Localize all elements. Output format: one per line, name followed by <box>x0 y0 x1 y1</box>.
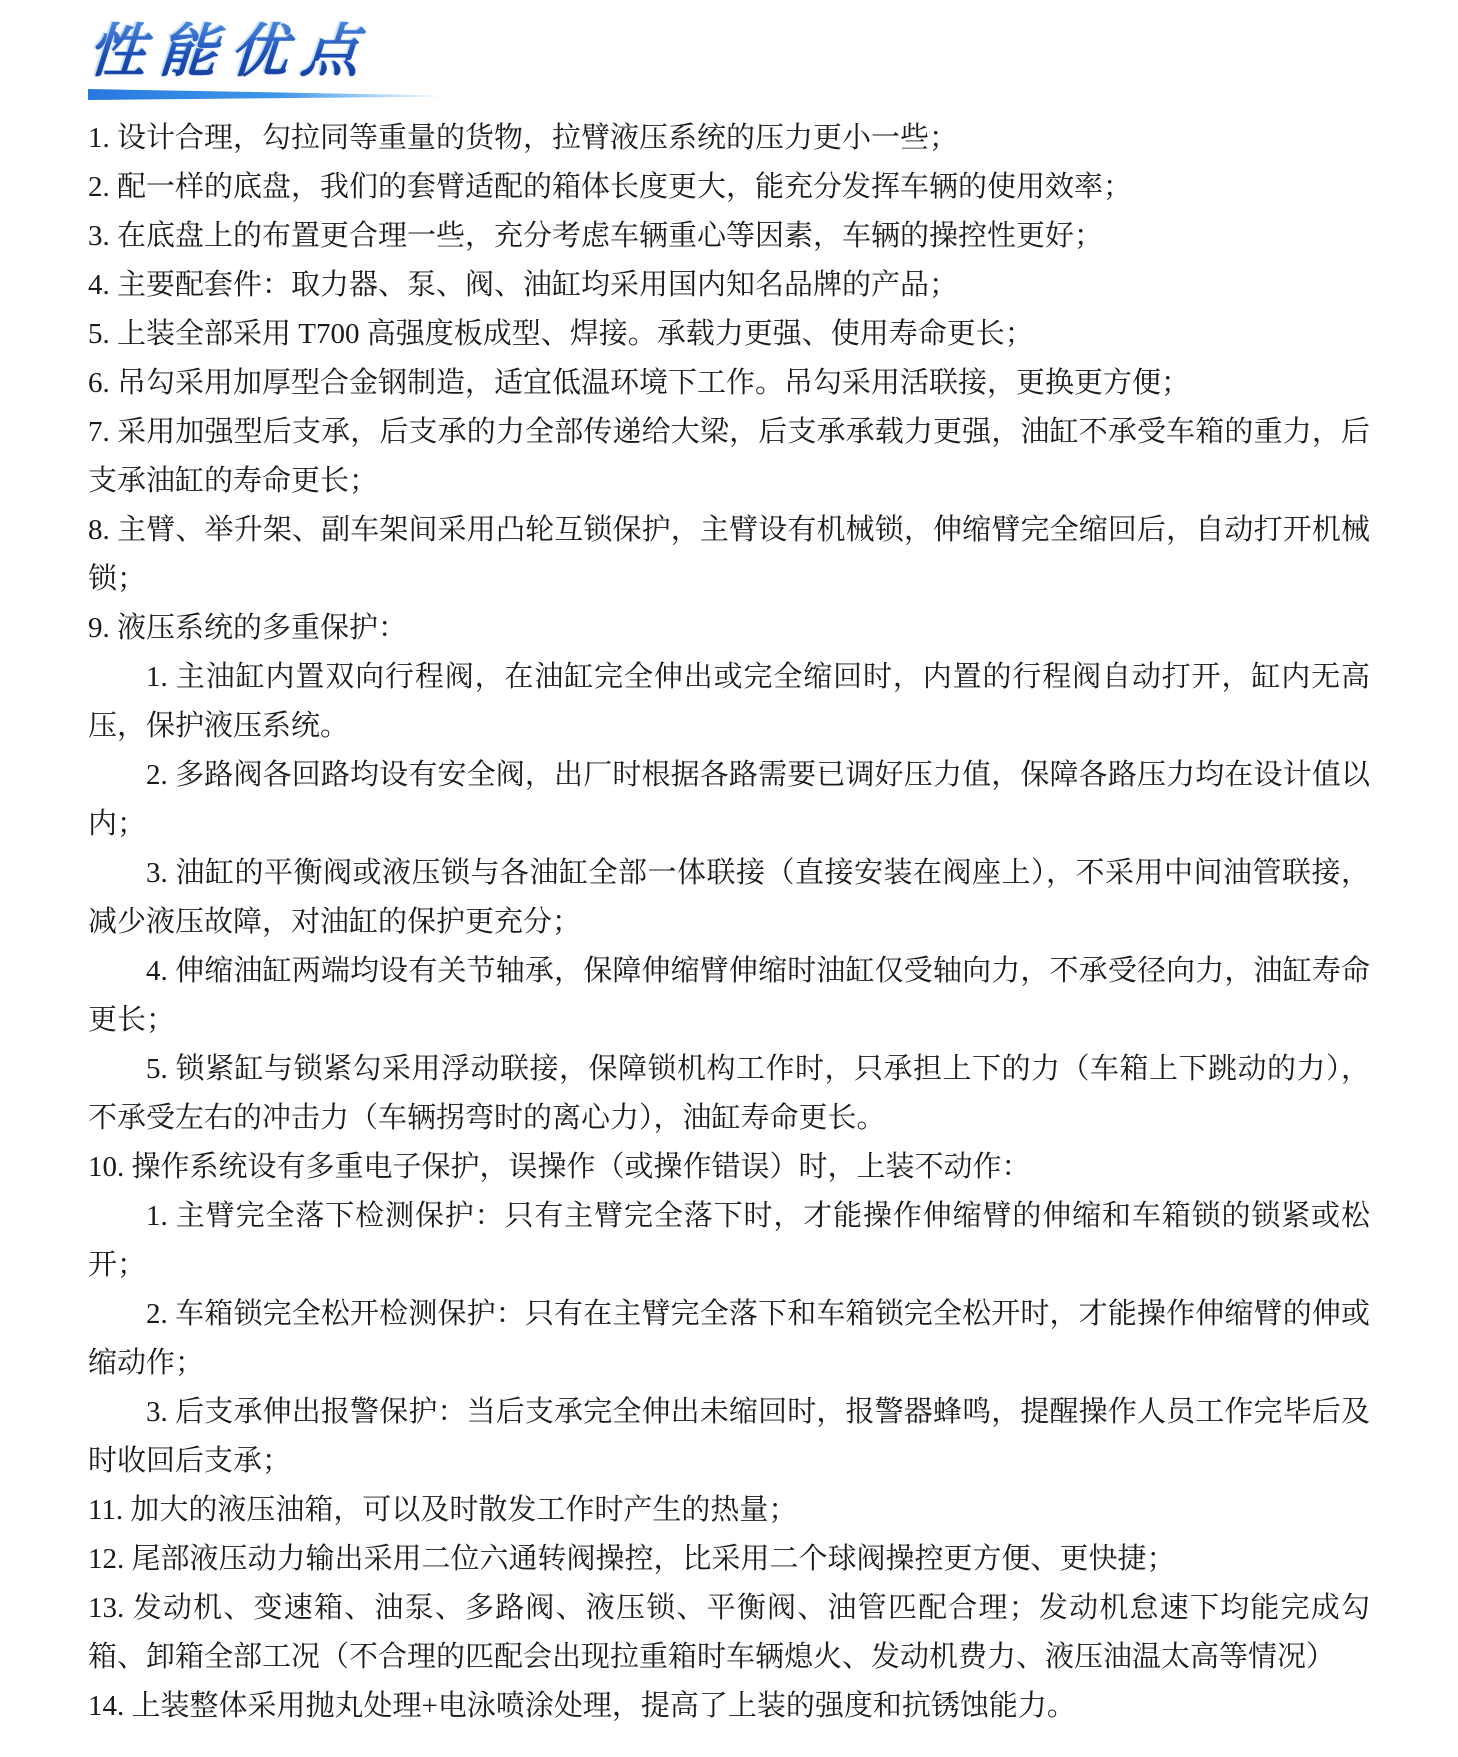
list-item: 5. 上装全部采用 T700 高强度板成型、焊接。承载力更强、使用寿命更长； <box>88 318 1034 350</box>
list-item: 11. 加大的液压油箱，可以及时散发工作时产生的热量； <box>88 1494 798 1526</box>
list-item: 8. 主臂、举升架、副车架间采用凸轮互锁保护，主臂设有机械锁，伸缩臂完全缩回后，自动打开机械锁； <box>88 514 1370 595</box>
list-item: 10. 操作系统设有多重电子保护，误操作（或操作错误）时，上装不动作： <box>88 1151 1031 1183</box>
list-item: 4. 伸缩油缸两端均设有关节轴承，保障伸缩臂伸缩时油缸仅受轴向力，不承受径向力，油缸寿命更长； <box>88 955 1370 1036</box>
list-item: 2. 多路阀各回路均设有安全阀，出厂时根据各路需要已调好压力值，保障各路压力均在设计值以内； <box>88 759 1370 840</box>
list-item: 1. 主臂完全落下检测保护：只有主臂完全落下时，才能操作伸缩臂的伸缩和车箱锁的锁紧或松开； <box>88 1200 1370 1281</box>
title-section <box>85 19 1370 100</box>
list-item: 12. 尾部液压动力输出采用二位六通转阀操控，比采用二个球阀操控更方便、更快捷； <box>88 1543 1176 1575</box>
title-underline-decoration <box>88 89 437 100</box>
list-item: 1. 主油缸内置双向行程阀，在油缸完全伸出或完全缩回时，内置的行程阀自动打开，缸内无高压，保护液压系统。 <box>88 661 1370 742</box>
list-item: 2. 车箱锁完全松开检测保护：只有在主臂完全落下和车箱锁完全松开时，才能操作伸缩臂的伸或缩动作； <box>88 1298 1370 1379</box>
feature-list <box>88 114 1370 1731</box>
list-item: 3. 在底盘上的布置更合理一些，充分考虑车辆重心等因素，车辆的操控性更好； <box>88 220 1104 252</box>
list-item: 6. 吊勾采用加厚型合金钢制造，适宜低温环境下工作。吊勾采用活联接，更换更方便； <box>88 367 1191 399</box>
list-item: 9. 液压系统的多重保护： <box>88 612 408 644</box>
list-item: 14. 上装整体采用抛丸处理+电泳喷涂处理，提高了上装的强度和抗锈蚀能力。 <box>88 1690 1076 1722</box>
list-item: 4. 主要配套件：取力器、泵、阀、油缸均采用国内知名品牌的产品； <box>88 269 959 301</box>
page-title: 性能优点 <box>85 19 375 84</box>
list-item: 7. 采用加强型后支承，后支承的力全部传递给大梁，后支承承载力更强，油缸不承受车箱的重力，后支承油缸的寿命更长； <box>88 416 1370 497</box>
list-item: 13. 发动机、变速箱、油泵、多路阀、液压锁、平衡阀、油管匹配合理；发动机怠速下均能完成勾箱、卸箱全部工况（不合理的匹配会出现拉重箱时车辆熄火、发动机费力、液压油温太高等情况） <box>88 1592 1370 1673</box>
list-item: 2. 配一样的底盘，我们的套臂适配的箱体长度更大，能充分发挥车辆的使用效率； <box>88 171 1133 203</box>
list-item: 1. 设计合理，勾拉同等重量的货物，拉臂液压系统的压力更小一些； <box>88 122 959 154</box>
list-item: 3. 油缸的平衡阀或液压锁与各油缸全部一体联接（直接安装在阀座上），不采用中间油管联接，减少液压故障，对油缸的保护更充分； <box>88 857 1370 938</box>
list-item: 3. 后支承伸出报警保护：当后支承完全伸出未缩回时，报警器蜂鸣，提醒操作人员工作完毕后及时收回后支承； <box>88 1396 1370 1477</box>
list-item: 5. 锁紧缸与锁紧勾采用浮动联接，保障锁机构工作时，只承担上下的力（车箱上下跳动的力），不承受左右的冲击力（车辆拐弯时的离心力），油缸寿命更长。 <box>88 1053 1370 1134</box>
